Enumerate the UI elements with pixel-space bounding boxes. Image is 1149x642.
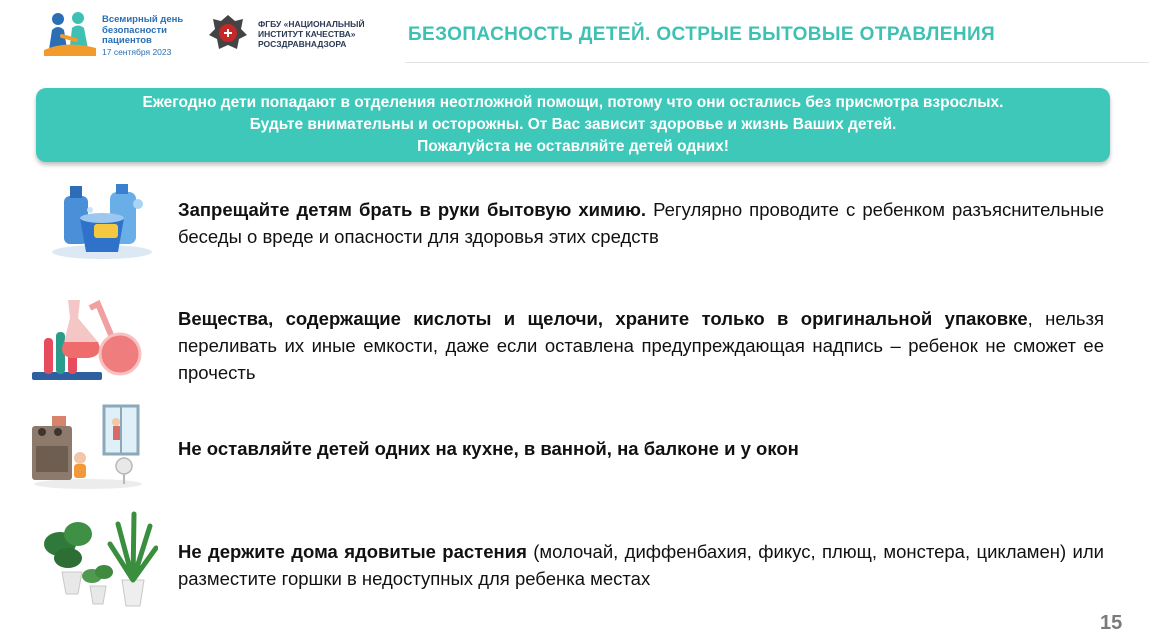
logo1-date: 17 сентября 2023 [102, 46, 172, 57]
safety-tip-4-bold: Не держите дома ядовитые растения [178, 541, 527, 562]
lab-flasks-icon [28, 296, 146, 391]
safety-tip-2 [178, 305, 1104, 386]
safety-tip-1 [178, 196, 1104, 250]
safety-tip-3-bold: Не оставляйте детей одних на кухне, в ванной, на балконе и у окон [178, 438, 799, 459]
page-number: 15 [1100, 612, 1123, 634]
safety-tip-1-bold: Запрещайте детям брать в руки бытовую химию. [178, 199, 647, 220]
emblem-icon [205, 11, 251, 57]
kitchen-child-icon [28, 402, 142, 495]
page-title: БЕЗОПАСНОСТЬ ДЕТЕЙ. ОСТРЫЕ БЫТОВЫЕ ОТРАВЛЕНИЯ [408, 24, 996, 45]
title-divider [405, 62, 1149, 63]
logo1-line3: пациентов [102, 35, 152, 46]
safety-tip-2-text: , нельзя переливать их иные емкости, даже если оставлена предупреждающая надпись – ребенок не сможет ее прочесть [178, 308, 1104, 383]
logo1-line1: Всемирный день [102, 14, 184, 25]
houseplants-icon [38, 510, 158, 615]
logo2-line3: РОСЗДРАВНАДЗОРА [258, 39, 347, 49]
safety-tip-4-text: (молочай, диффенбахия, фикус, плющ, монстера, цикламен) или разместите горшки в недоступных для ребенка местах [178, 541, 1104, 589]
national-quality-institute-logo [205, 10, 385, 60]
safety-tip-3 [178, 435, 1104, 462]
logo2-line2: ИНСТИТУТ КАЧЕСТВА» [258, 29, 356, 39]
cleaning-supplies-icon [50, 182, 154, 265]
safety-tip-1-text: Регулярно проводите с ребенком разъяснительные беседы о вреде и опасности для здоровья этих средств [178, 199, 1104, 247]
banner-line-2: Будьте внимательны и осторожны. От Вас зависит здоровье и жизнь Ваших детей. [249, 116, 897, 133]
safety-tip-2-bold: Вещества, содержащие кислоты и щелочи, храните только в оригинальной упаковке [178, 308, 1028, 329]
patient-safety-day-logo [42, 10, 192, 60]
warning-banner [36, 88, 1110, 162]
logo2-line1: ФГБУ «НАЦИОНАЛЬНЫЙ [258, 19, 365, 29]
banner-line-1: Ежегодно дети попадают в отделения неотложной помощи, потому что они остались без присмотра взрослых. [142, 94, 1004, 111]
patient-safety-people-icon [42, 10, 100, 58]
banner-line-3: Пожалуйста не оставляйте детей одних! [417, 138, 729, 155]
logo1-line2: безопасности [102, 24, 167, 36]
safety-tip-4 [178, 538, 1104, 592]
